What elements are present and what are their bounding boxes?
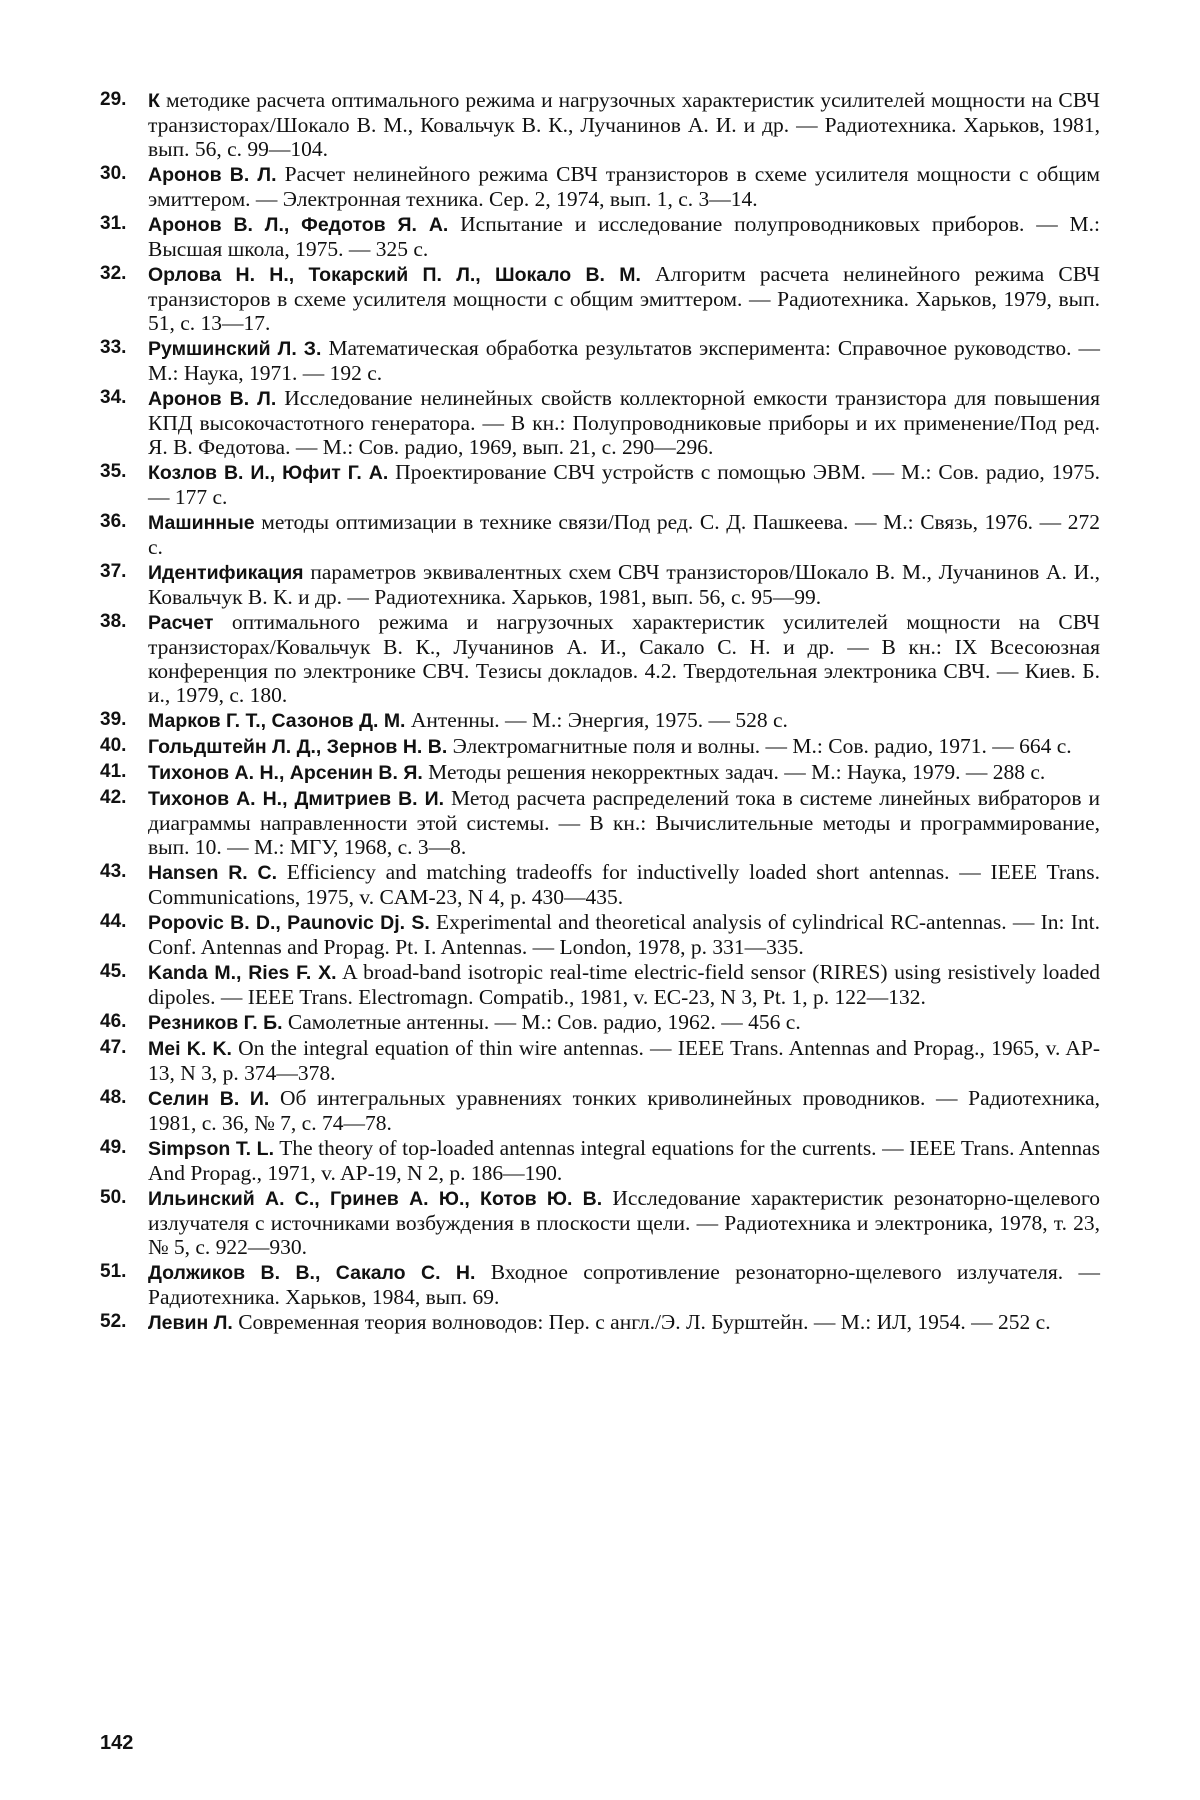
reference-item [100, 336, 1100, 385]
reference-item [100, 1260, 1100, 1309]
reference-text: Методы решения некорректных задач. — М.: Наука, 1979. — 288 с. [428, 760, 1046, 784]
reference-text: Метод расчета распределений тока в системе линейных вибраторов и диаграммы направленности этой системы. — В кн.: Вычислительные методы и программирование, вып. 10. — М.: МГУ, 1968, с. 3—8. [148, 786, 1101, 859]
reference-text: Efficiency and matching tradeoffs for inductivelly loaded short antennas. — IEEE Trans. Communications, 1975, v. CAM-23, N 4, p. 430—435. [148, 860, 1101, 909]
reference-item [100, 960, 1100, 1009]
reference-list [100, 88, 1100, 1336]
reference-item [100, 860, 1100, 909]
reference-item [100, 1010, 1100, 1035]
reference-number: 34. [100, 387, 127, 408]
reference-author: Тихонов А. Н., Дмитриев В. И. [148, 788, 445, 810]
reference-number: 29. [100, 89, 127, 110]
reference-text: Исследование характеристик резонаторно-щелевого излучателя с источниками возбуждения в плоскости щели. — Радиотехника и электроника, 1978, т. 23, № 5, с. 922—930. [148, 1186, 1101, 1259]
reference-item [100, 734, 1100, 759]
reference-item [100, 1036, 1100, 1085]
reference-item [100, 610, 1100, 707]
reference-author: Резников Г. Б. [148, 1012, 283, 1034]
reference-text: The theory of top-loaded antennas integral equations for the currents. — IEEE Trans. Antennas And Propag., 1971, v. AP-19, N 2, p. 186—190. [148, 1136, 1100, 1185]
reference-text: A broad-band isotropic real-time electric-field sensor (RIRES) using resistively loaded dipoles. — IEEE Trans. Electromagn. Compatib., 1981, v. EC-23, N 3, Pt. 1, p. 122—132. [148, 960, 1100, 1009]
reference-number: 49. [100, 1137, 127, 1158]
reference-author: Расчет [148, 612, 214, 634]
reference-item [100, 1186, 1100, 1259]
reference-author: Ильинский А. С., Гринев А. Ю., Котов Ю. В. [148, 1188, 603, 1210]
reference-author: К [148, 90, 160, 112]
reference-author: Идентификация [148, 562, 304, 584]
reference-text: Проектирование СВЧ устройств с помощью ЭВМ. — М.: Сов. радио, 1975. — 177 с. [148, 460, 1100, 509]
reference-text: Самолетные антенны. — М.: Сов. радио, 1962. — 456 с. [287, 1010, 801, 1034]
reference-item [100, 786, 1100, 859]
reference-item [100, 262, 1100, 335]
reference-author: Тихонов А. Н., Арсенин В. Я. [148, 762, 423, 784]
reference-number: 50. [100, 1187, 127, 1208]
reference-item [100, 386, 1100, 459]
reference-item [100, 1086, 1100, 1135]
reference-number: 37. [100, 561, 127, 582]
reference-number: 41. [100, 761, 127, 782]
reference-author: Румшинский Л. З. [148, 338, 322, 360]
reference-author: Должиков В. В., Сакало С. Н. [148, 1262, 476, 1284]
reference-item [100, 88, 1100, 161]
reference-number: 44. [100, 911, 127, 932]
reference-number: 38. [100, 611, 127, 632]
reference-text: Исследование нелинейных свойств коллекторной емкости транзистора для повышения КПД высокочастотного генератора. — В кн.: Полупроводниковые приборы и их применение/Под ред. Я. В. Федотова. — М.: Сов. радио, 1969, вып. 21, с. 290—296. [148, 386, 1101, 459]
reference-author: Орлова Н. Н., Токарский П. Л., Шокало В. М. [148, 264, 641, 286]
reference-author: Козлов В. И., Юфит Г. А. [148, 462, 389, 484]
reference-number: 40. [100, 735, 127, 756]
reference-number: 46. [100, 1011, 127, 1032]
reference-text: Алгоритм расчета нелинейного режима СВЧ транзисторов в схеме усилителя мощности с общим эмиттером. — Радиотехника. Харьков, 1979, вып. 51, с. 13—17. [148, 262, 1100, 335]
reference-author: Аронов В. Л. [148, 164, 277, 186]
reference-text: Расчет нелинейного режима СВЧ транзисторов в схеме усилителя мощности с общим эмиттером. — Электронная техника. Сер. 2, 1974, вып. 1, с. 3—14. [148, 162, 1100, 211]
reference-text: Современная теория волноводов: Пер. с англ./Э. Л. Бурштейн. — М.: ИЛ, 1954. — 252 с. [238, 1310, 1051, 1334]
reference-number: 35. [100, 461, 127, 482]
reference-author: Гольдштейн Л. Д., Зернов Н. В. [148, 736, 448, 758]
reference-item [100, 560, 1100, 609]
reference-author: Kanda M., Ries F. X. [148, 962, 337, 984]
reference-author: Марков Г. Т., Сазонов Д. М. [148, 710, 406, 732]
reference-number: 51. [100, 1261, 127, 1282]
reference-item [100, 910, 1100, 959]
reference-number: 52. [100, 1311, 127, 1332]
reference-author: Аронов В. Л., Федотов Я. А. [148, 214, 449, 236]
reference-text: Об интегральных уравнениях тонких криволинейных проводников. — Радиотехника, 1981, с. 36, № 7, с. 74—78. [148, 1086, 1100, 1135]
reference-author: Popovic B. D., Paunovic Dj. S. [148, 912, 430, 934]
reference-number: 39. [100, 709, 127, 730]
reference-text: On the integral equation of thin wire antennas. — IEEE Trans. Antennas and Propag., 1965, v. AP-13, N 3, p. 374—378. [148, 1036, 1101, 1085]
reference-author: Аронов В. Л. [148, 388, 277, 410]
reference-author: Mei K. K. [148, 1038, 232, 1060]
reference-author: Hansen R. C. [148, 862, 278, 884]
reference-number: 31. [100, 213, 127, 234]
reference-text: Входное сопротивление резонаторно-щелевого излучателя. — Радиотехника. Харьков, 1984, вып. 69. [148, 1260, 1100, 1309]
reference-author: Левин Л. [148, 1312, 233, 1334]
reference-number: 45. [100, 961, 127, 982]
reference-item [100, 460, 1100, 509]
reference-text: методы оптимизации в технике связи/Под ред. С. Д. Пашкеева. — М.: Связь, 1976. — 272 с. [148, 510, 1100, 559]
page-number: 142 [100, 1732, 134, 1754]
reference-text: Антенны. — М.: Энергия, 1975. — 528 с. [410, 708, 788, 732]
reference-number: 42. [100, 787, 127, 808]
reference-item [100, 1136, 1100, 1185]
reference-text: Математическая обработка результатов эксперимента: Справочное руководство. — М.: Наука, 1971. — 192 с. [148, 336, 1100, 385]
reference-item [100, 162, 1100, 211]
reference-text: Электромагнитные поля и волны. — М.: Сов. радио, 1971. — 664 с. [452, 734, 1072, 758]
reference-number: 43. [100, 861, 127, 882]
reference-text: оптимального режима и нагрузочных характеристик усилителей мощности на СВЧ транзисторах/Ковальчук В. К., Лучанинов А. И., Сакало С. Н. и др. — В кн.: IX Всесоюзная конференция по электронике СВЧ. Тезисы докладов. 4.2. Твердотельная электроника СВЧ. — Киев. Б. и., 1979, с. 180. [148, 610, 1100, 707]
reference-number: 32. [100, 263, 127, 284]
reference-text: Experimental and theoretical analysis of cylindrical RC-antennas. — In: Int. Conf. Antennas and Propag. Pt. I. Antennas. — London, 1978, p. 331—335. [148, 910, 1101, 959]
reference-author: Селин В. И. [148, 1088, 270, 1110]
reference-item [100, 1310, 1100, 1335]
reference-item [100, 760, 1100, 785]
reference-number: 47. [100, 1037, 127, 1058]
reference-author: Simpson T. L. [148, 1138, 275, 1160]
reference-author: Машинные [148, 512, 255, 534]
reference-item [100, 510, 1100, 559]
reference-number: 30. [100, 163, 127, 184]
reference-number: 33. [100, 337, 127, 358]
reference-number: 48. [100, 1087, 127, 1108]
reference-text: Испытание и исследование полупроводниковых приборов. — М.: Высшая школа, 1975. — 325 с. [148, 212, 1101, 261]
reference-item [100, 212, 1100, 261]
reference-text: параметров эквивалентных схем СВЧ транзисторов/Шокало В. М., Лучанинов А. И., Ковальчук В. К. и др. — Радиотехника. Харьков, 1981, вып. 56, с. 95—99. [148, 560, 1100, 609]
reference-text: методике расчета оптимального режима и нагрузочных характеристик усилителей мощности на СВЧ транзисторах/Шокало В. М., Ковальчук В. К., Лучанинов А. И. и др. — Радиотехника. Харьков, 1981, вып. 56, с. 99—104. [148, 88, 1100, 161]
reference-item [100, 708, 1100, 733]
reference-number: 36. [100, 511, 127, 532]
